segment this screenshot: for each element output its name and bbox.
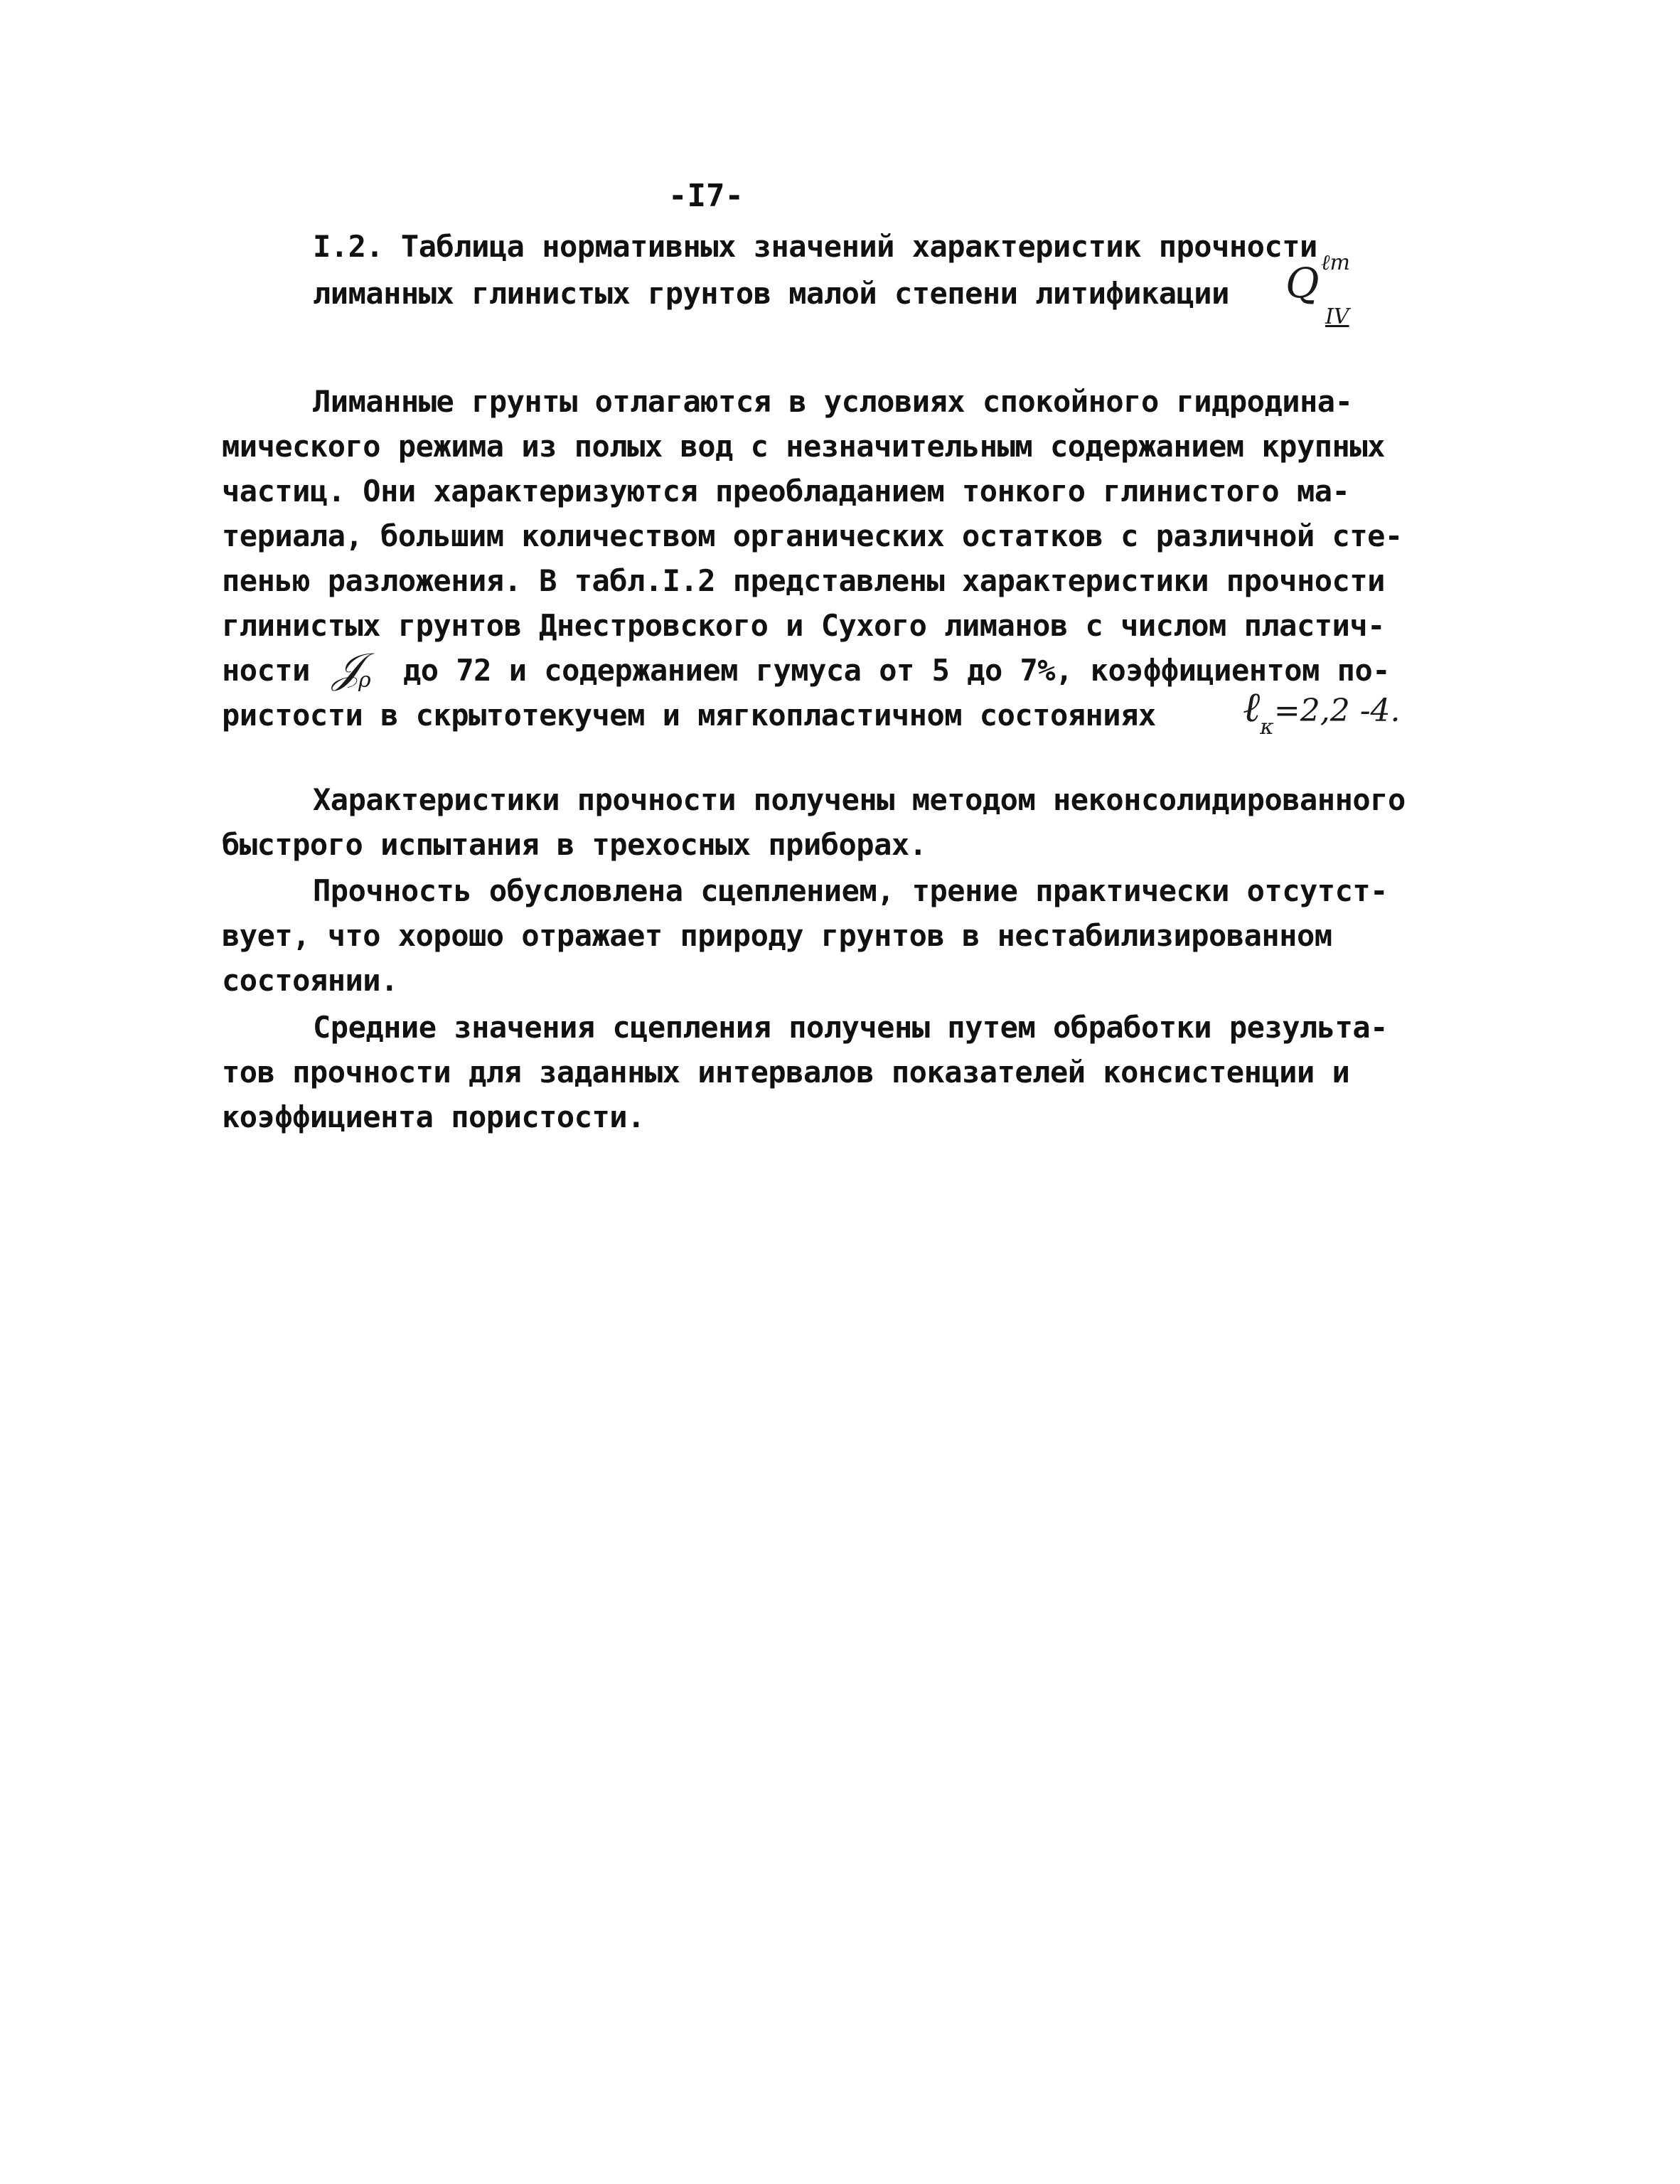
paragraph-line: Средние значения сцепления получены путем обработки результа- [313, 1010, 1388, 1045]
paragraph-line: частиц. Они характеризуются преобладанием тонкого глинистого ма- [222, 474, 1350, 508]
paragraph-line: тов прочности для заданных интервалов показателей консистенции и [222, 1055, 1350, 1090]
paragraph-line: Характеристики прочности получены методом неконсолидированного [313, 782, 1406, 817]
paragraph-line: Прочность обусловлена сцеплением, трение практически отсутст- [313, 873, 1388, 908]
paragraph-line: пенью разложения. В табл.I.2 представлены характеристики прочности [222, 563, 1385, 598]
paragraph-line: ности [222, 653, 310, 688]
paragraph-line: состоянии. [222, 963, 398, 998]
heading-formula [1285, 250, 1371, 343]
paragraph-line: ристости в скрытотекучем и мягкопластичном состояниях [222, 698, 1156, 733]
paragraph-line: Лиманные грунты отлагаются в условиях спокойного гидродина- [313, 384, 1353, 419]
formula-q-superscript: ℓm [1321, 250, 1350, 275]
paragraph-line: глинистых грунтов Днестровского и Сухого лиманов с числом пластич- [222, 608, 1385, 643]
ip-subscript: ρ [358, 668, 371, 693]
page-number: -I7- [668, 178, 744, 214]
ek-value: =2,2 -4. [1273, 693, 1401, 729]
ek-symbol: ℓ [1243, 683, 1261, 731]
formula-q-base: Q [1285, 259, 1320, 307]
paragraph-line: вует, что хорошо отражает природу грунтов в нестабилизированном [222, 918, 1332, 953]
formula-q-subscript: IV [1325, 304, 1349, 329]
ip-symbol: 𝒥 [333, 644, 362, 692]
paragraph-line: быстрого испытания в трехосных приборах. [222, 827, 927, 862]
heading-line-1: I.2. Таблица нормативных значений характеристик прочности [313, 229, 1317, 264]
paragraph-line: коэффициента пористости. [222, 1099, 645, 1134]
plasticity-index-formula [333, 644, 371, 693]
paragraph-line: мического режима из полых вод с незначительным содержанием крупных [222, 429, 1385, 464]
ek-subscript: κ [1260, 715, 1274, 740]
paragraph-line: до 72 и содержанием гумуса от 5 до 7%, коэффициентом по- [403, 653, 1391, 688]
porosity-formula [1243, 683, 1401, 740]
paragraph-line: териала, большим количеством органических остатков с различной сте- [222, 518, 1403, 553]
heading-line-2: лиманных глинистых грунтов малой степени литификации [313, 276, 1229, 311]
